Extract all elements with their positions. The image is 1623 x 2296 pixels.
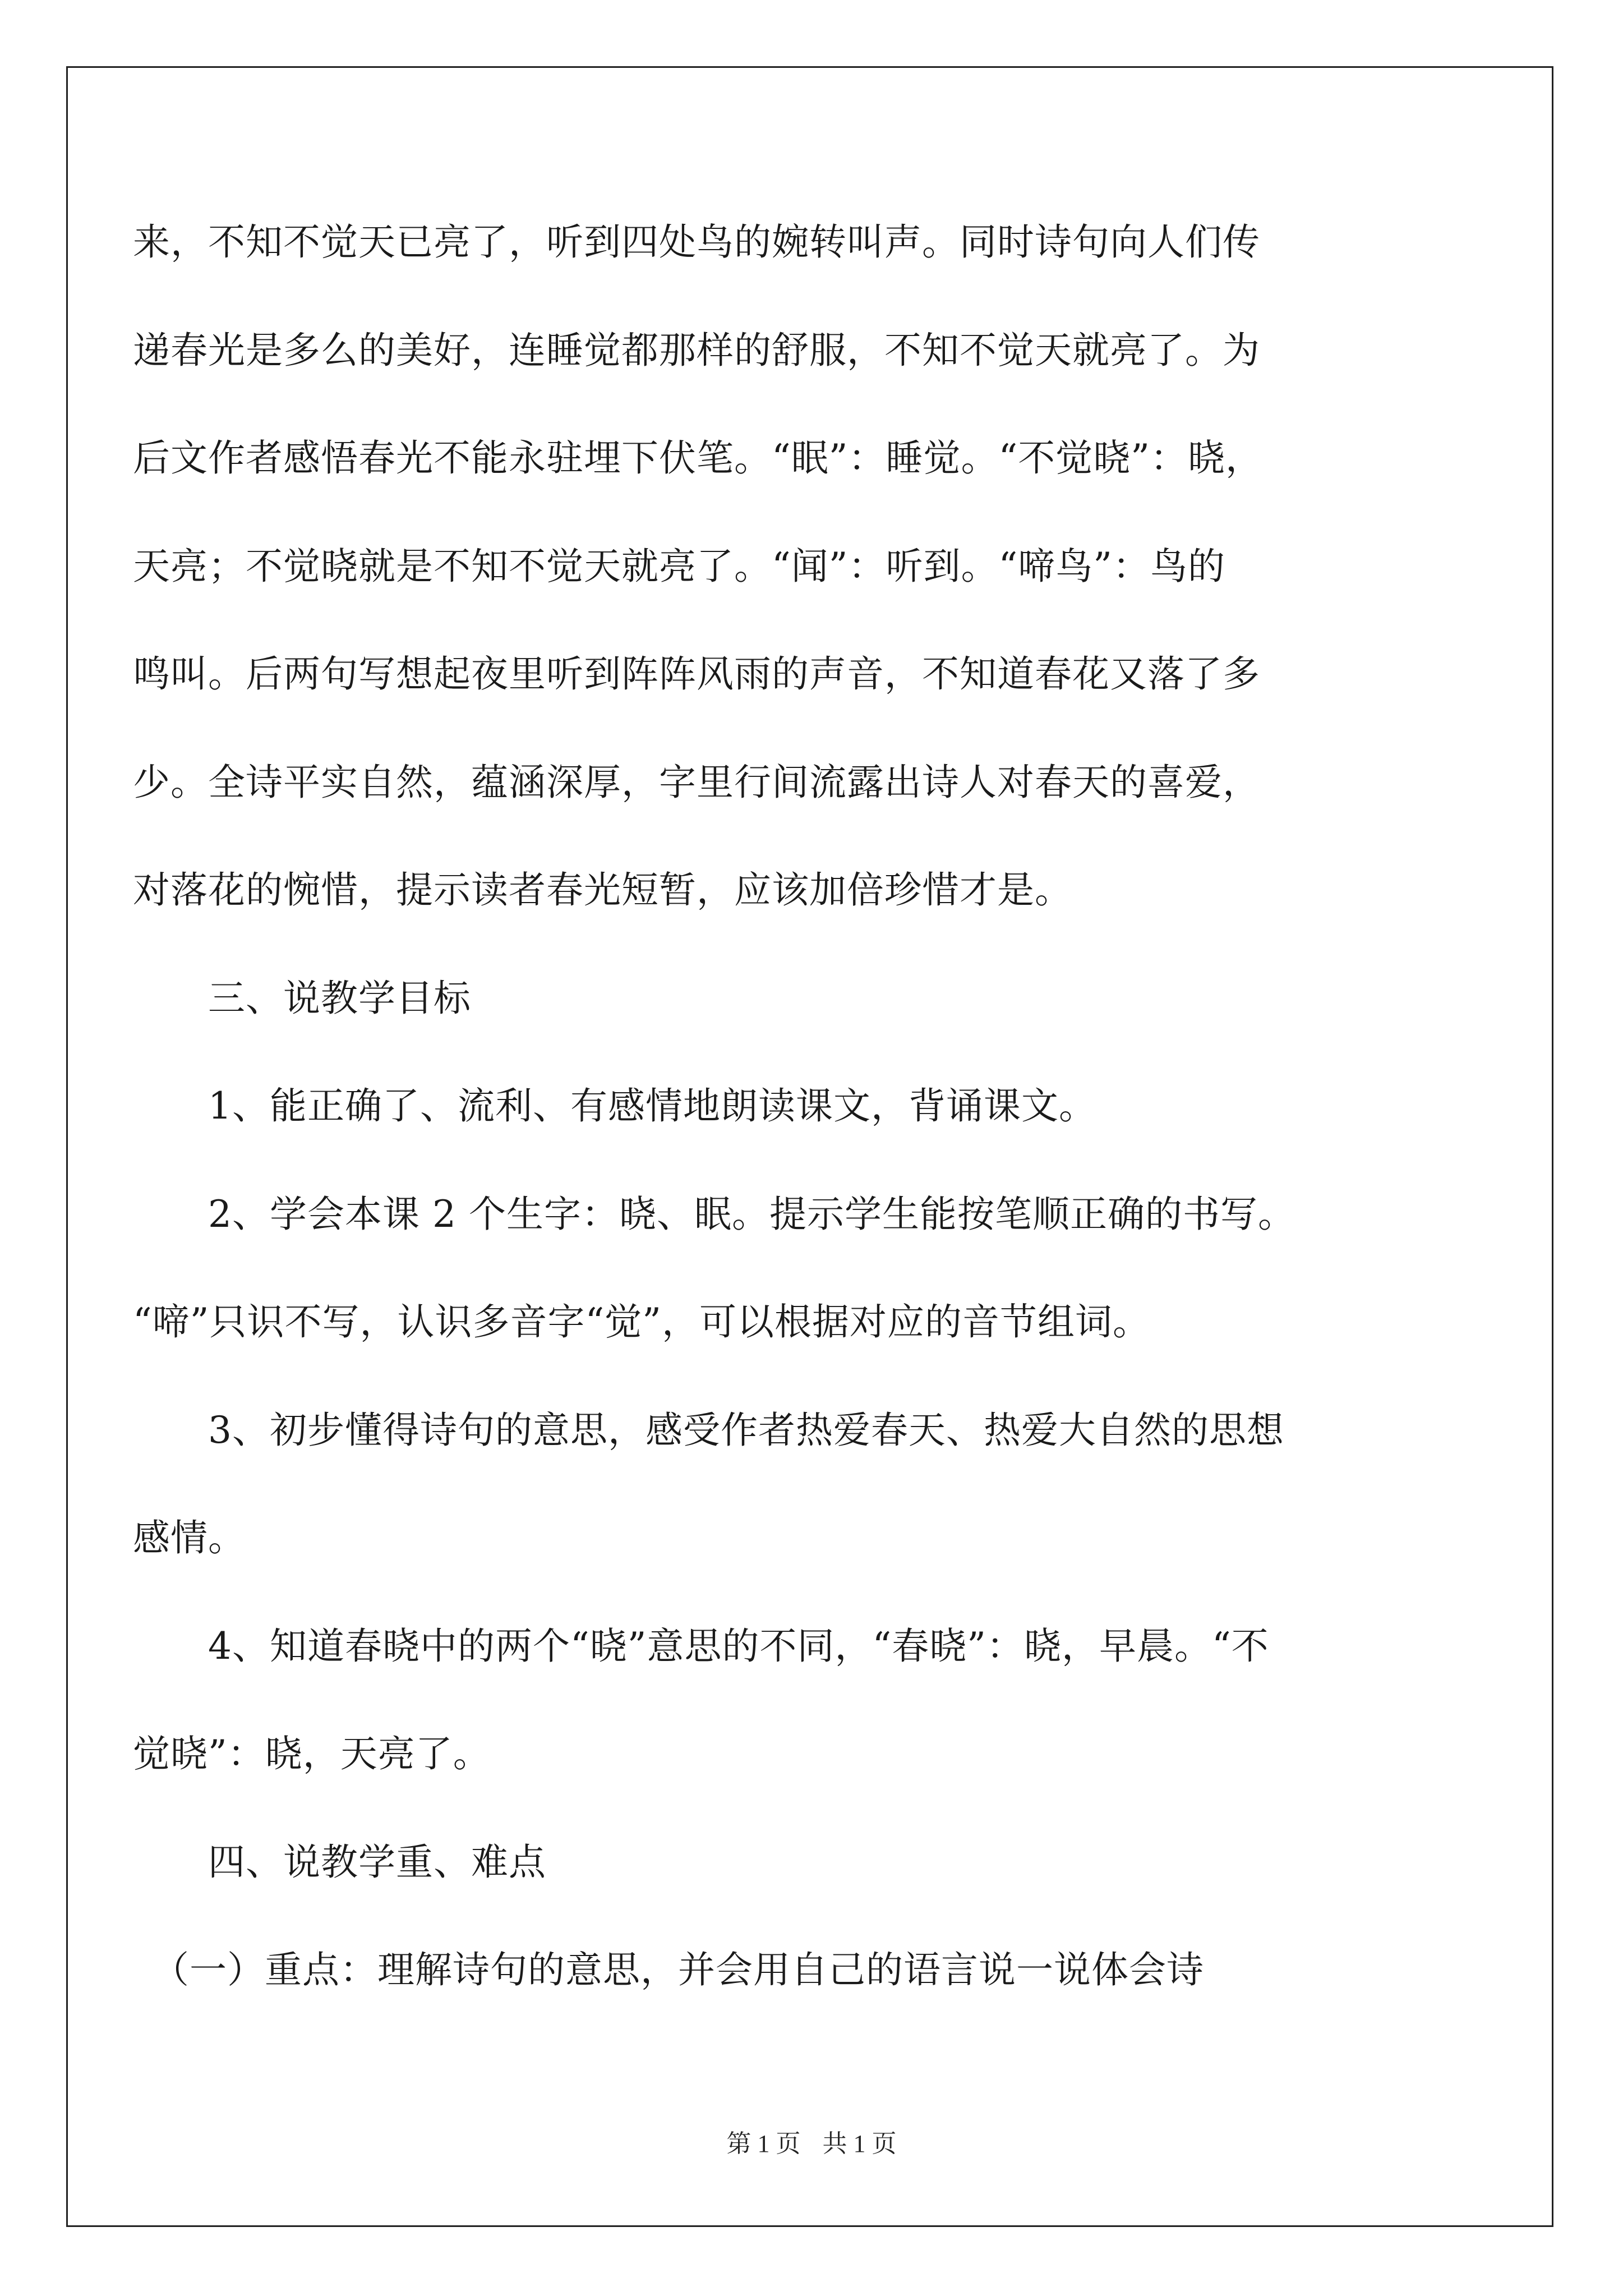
text-line: 2、学会本课 2 个生字：晓、眠。提示学生能按笔顺正确的书写。 (133, 1193, 1295, 1236)
text-line: 鸣叫。后两句写想起夜里听到阵阵风雨的声音，不知道春花又落了多 (133, 652, 1260, 696)
text-line: 递春光是多么的美好，连睡觉都那样的舒服，不知不觉天就亮了。为 (133, 329, 1260, 372)
page-total: 共 1 页 (822, 2130, 897, 2157)
text-line: 来，不知不觉天已亮了，听到四处鸟的婉转叫声。同时诗句向人们传 (133, 220, 1260, 264)
text-line: 感情。 (133, 1516, 246, 1559)
text-line: 对落花的惋惜，提示读者春光短暂，应该加倍珍惜才是。 (133, 868, 1072, 912)
page-border (66, 66, 1553, 2227)
section-heading: 三、说教学目标 (133, 977, 471, 1020)
text-line: 觉晓”：晓，天亮了。 (133, 1732, 491, 1775)
text-line: 4、知道春晓中的两个“晓”意思的不同，“春晓”：晓，早晨。“不 (133, 1625, 1269, 1668)
text-line: 后文作者感悟春光不能永驻埋下伏笔。“眠”：睡觉。“不觉晓”：晓， (133, 436, 1263, 480)
text-line: 3、初步懂得诗句的意思，感受作者热爱春天、热爱大自然的思想 (133, 1409, 1284, 1452)
text-line: 少。全诗平实自然，蕴涵深厚，字里行间流露出诗人对春天的喜爱， (133, 761, 1260, 804)
text-line: （一）重点：理解诗句的意思，并会用自己的语言说一说体会诗 (133, 1948, 1204, 1991)
page-footer (0, 2127, 1623, 2161)
text-line: 天亮；不觉晓就是不知不觉天就亮了。“闻”：听到。“啼鸟”：鸟的 (133, 545, 1225, 588)
text-line: “啼”只识不写，认识多音字“觉”，可以根据对应的音节组词。 (133, 1300, 1150, 1343)
page-number: 第 1 页 (726, 2130, 801, 2157)
text-line: 1、能正确了、流利、有感情地朗读课文，背诵课文。 (133, 1084, 1096, 1128)
section-heading: 四、说教学重、难点 (133, 1841, 546, 1884)
